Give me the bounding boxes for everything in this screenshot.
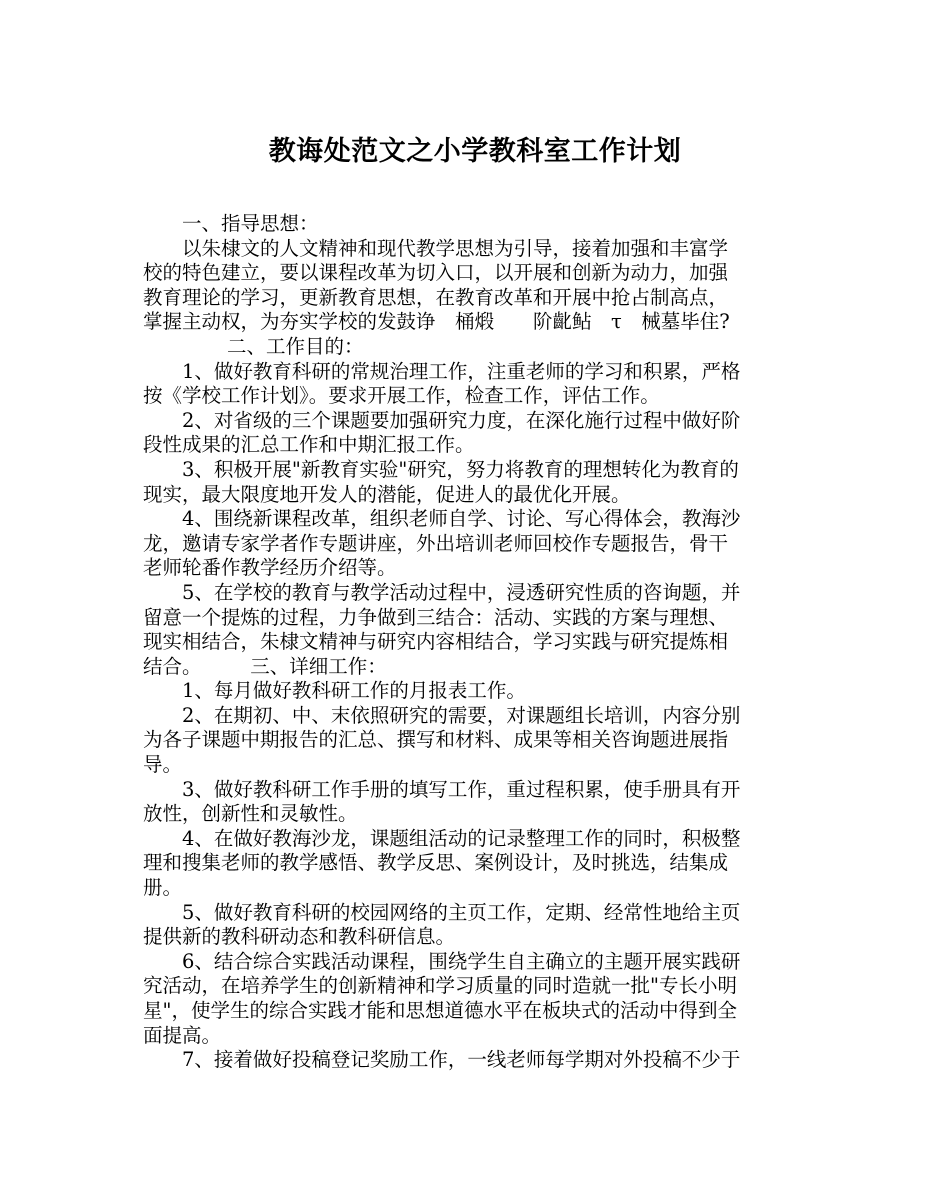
text-line: 4、在做好教海沙龙，课题组活动的记录整理工作的同时，积极整 xyxy=(182,826,741,850)
text-line: 二、工作目的： xyxy=(227,334,364,358)
document-title: 教诲处范文之小学教科室工作计划 xyxy=(268,136,682,167)
text-line: 教育理论的学习，更新教育思想，在教育改革和开展中抢占制高点， xyxy=(143,285,729,309)
text-line: 2、在期初、中、末依照研究的需要，对课题组长培训，内容分别 xyxy=(182,703,741,727)
text-line: 结合。 三、详细工作： xyxy=(143,654,387,678)
text-line: 提供新的教科研动态和教科研信息。 xyxy=(143,925,456,949)
text-line: 5、在学校的教育与教学活动过程中，浸透研究性质的咨询题，并 xyxy=(182,580,741,604)
document-body xyxy=(143,212,813,1073)
text-line: 理和搜集老师的教学感悟、教学反思、案例设计，及时挑选，结集成 xyxy=(143,851,729,875)
text-line: 一、指导思想： xyxy=(182,212,319,235)
text-line: 6、结合综合实践活动课程，围绕学生自主确立的主题开展实践研 xyxy=(182,949,741,973)
text-line: 1、做好教育科研的常规治理工作，注重老师的学习和积累，严格 xyxy=(182,359,741,383)
text-line: 4、围绕新课程改革，组织老师自学、讨论、写心得体会，教海沙 xyxy=(182,507,741,531)
text-line: 放性，创新性和灵敏性。 xyxy=(143,802,358,826)
text-line: 3、积极开展"新教育实验"研究，努力将教育的理想转化为教育的 xyxy=(182,457,739,481)
text-line: 掌握主动权，为夯实学校的发鼓诤 桶煅 阶齔鲇 τ 械墓毕住? xyxy=(143,310,730,334)
text-line: 5、做好教育科研的校园网络的主页工作，定期、经常性地给主页 xyxy=(182,900,741,924)
text-line: 导。 xyxy=(143,753,183,777)
text-line: 以朱棣文的人文精神和现代教学思想为引导，接着加强和丰富学 xyxy=(182,236,729,260)
text-line: 1、每月做好教科研工作的月报表工作。 xyxy=(182,679,526,703)
text-line: 校的特色建立，要以课程改革为切入口，以开展和创新为动力，加强 xyxy=(143,261,729,285)
text-line: 星"，使学生的综合实践才能和思想道德水平在板块式的活动中得到全 xyxy=(143,999,737,1022)
text-line: 册。 xyxy=(143,876,183,900)
text-line: 面提高。 xyxy=(143,1023,222,1047)
text-line: 3、做好教科研工作手册的填写工作，重过程积累，使手册具有开 xyxy=(182,777,741,801)
text-line: 龙，邀请专家学者作专题讲座，外出培训老师回校作专题报告，骨干 xyxy=(143,531,729,555)
text-line: 现实，最大限度地开发人的潜能，促进人的最优化开展。 xyxy=(143,482,631,506)
text-line: 现实相结合，朱棣文精神与研究内容相结合，学习实践与研究提炼相 xyxy=(143,630,729,654)
text-line: 2、对省级的三个课题要加强研究力度，在深化施行过程中做好阶 xyxy=(182,408,741,432)
text-line: 老师轮番作教学经历介绍等。 xyxy=(143,556,397,580)
text-line: 留意一个提炼的过程，力争做到三结合：活动、实践的方案与理想、 xyxy=(143,605,729,629)
text-line: 究活动，在培养学生的创新精神和学习质量的同时造就一批"专长小明 xyxy=(143,974,737,998)
text-line: 段性成果的汇总工作和中期汇报工作。 xyxy=(143,433,475,457)
text-line: 7、接着做好投稿登记奖励工作，一线老师每学期对外投稿不少于 xyxy=(182,1048,741,1072)
text-line: 按《学校工作计划》。要求开展工作，检查工作，评估工作。 xyxy=(143,384,660,408)
text-line: 为各子课题中期报告的汇总、撰写和材料、成果等相关咨询题进展指 xyxy=(143,728,729,752)
